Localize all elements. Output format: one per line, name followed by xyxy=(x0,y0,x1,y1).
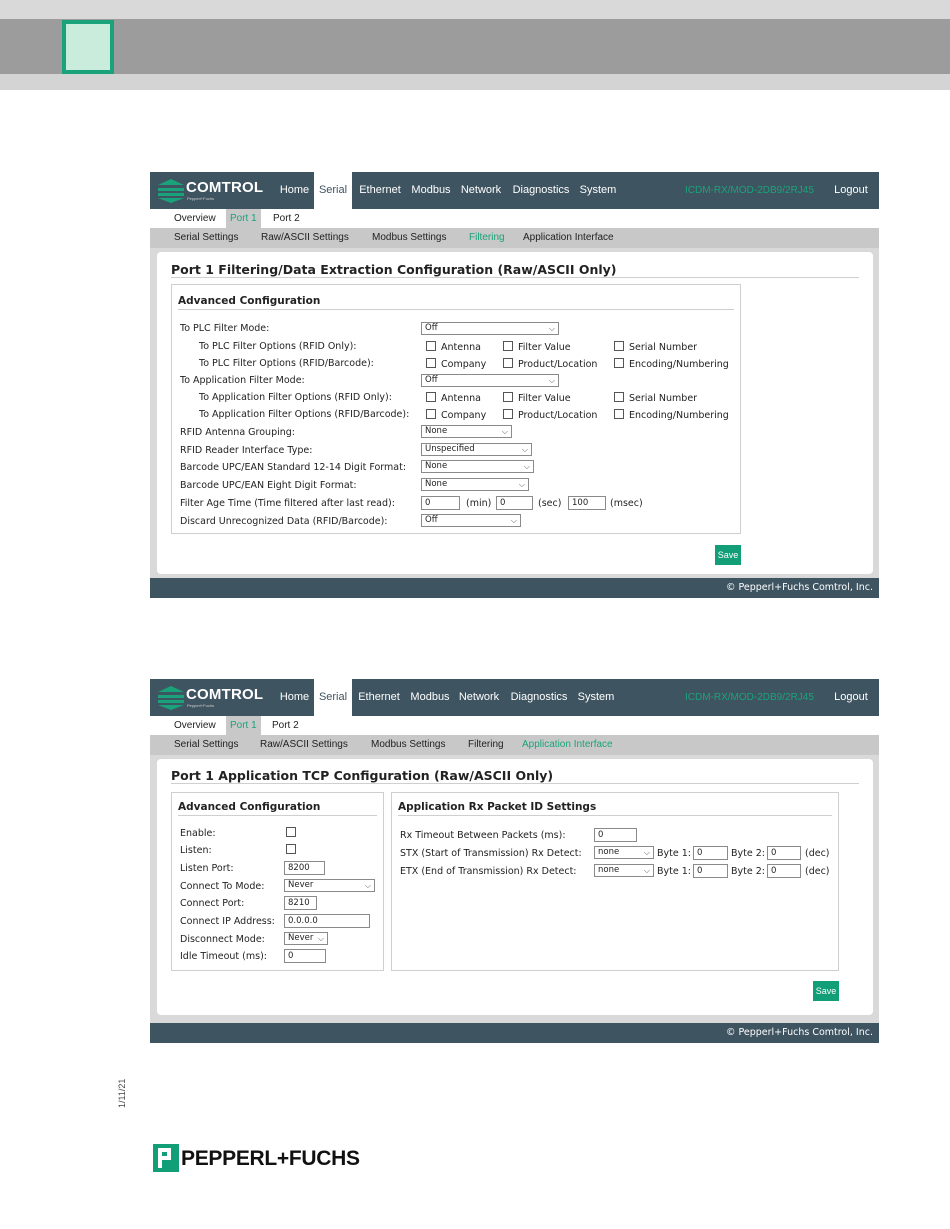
pepperl-fuchs-logo xyxy=(153,1144,383,1174)
etx-byte1-input[interactable]: 0 xyxy=(693,864,728,878)
upc-eight-select[interactable] xyxy=(421,478,529,491)
tab-serial-settings[interactable]: Serial Settings xyxy=(174,232,239,243)
tab-raw-ascii-settings[interactable]: Raw/ASCII Settings xyxy=(260,739,348,750)
chevron-down-icon: ⌵ xyxy=(518,480,525,489)
connect-to-mode-label: Connect To Mode: xyxy=(180,881,265,892)
listen-port-label: Listen Port: xyxy=(180,863,234,874)
app-antenna-checkbox[interactable] xyxy=(426,392,436,402)
app-options-rfid-bc-label: To Application Filter Options (RFID/Barcode): xyxy=(199,409,410,420)
discard-select[interactable] xyxy=(421,514,521,527)
chevron-down-icon: ⌵ xyxy=(548,324,555,333)
logo-subtext: Pepperl+Fuchs xyxy=(187,196,215,201)
reader-interface-select[interactable] xyxy=(421,443,532,456)
stx-byte2-label: Byte 2: xyxy=(731,848,765,859)
screenshot-application-interface xyxy=(150,679,879,1043)
comtrol-logo[interactable] xyxy=(158,685,268,711)
nav-diagnostics[interactable]: Diagnostics xyxy=(510,691,568,703)
disconnect-mode-label: Disconnect Mode: xyxy=(180,934,265,945)
app-filter-mode-label: To Application Filter Mode: xyxy=(180,375,305,386)
stx-label: STX (Start of Transmission) Rx Detect: xyxy=(400,848,582,859)
tab-filtering[interactable]: Filtering xyxy=(469,232,505,243)
idle-timeout-label: Idle Timeout (ms): xyxy=(180,951,267,962)
rx-packet-id-box xyxy=(391,792,839,971)
tab-application-interface[interactable]: Application Interface xyxy=(523,232,614,243)
app-product-location-checkbox[interactable] xyxy=(503,409,513,419)
chevron-down-icon: ⌵ xyxy=(364,881,371,890)
app-company-label: Company xyxy=(441,410,487,421)
app-serial-number-checkbox[interactable] xyxy=(614,392,624,402)
save-button[interactable]: Save xyxy=(715,545,741,565)
subnav-overview[interactable]: Overview xyxy=(174,213,216,224)
page-title: Port 1 Filtering/Data Extraction Configuration (Raw/ASCII Only) xyxy=(171,262,617,277)
plc-options-rfid-label: To PLC Filter Options (RFID Only): xyxy=(199,341,357,352)
app-company-checkbox[interactable] xyxy=(426,409,436,419)
enable-label: Enable: xyxy=(180,828,216,839)
reader-interface-value: Unspecified xyxy=(425,444,475,454)
idle-timeout-input[interactable]: 0 xyxy=(284,949,326,963)
top-nav xyxy=(150,679,879,716)
copyright: © Pepperl+Fuchs Comtrol, Inc. xyxy=(725,582,873,593)
upc-eight-value: None xyxy=(425,479,448,489)
logo-text: COMTROL xyxy=(186,686,264,703)
connect-port-label: Connect Port: xyxy=(180,898,245,909)
copyright: © Pepperl+Fuchs Comtrol, Inc. xyxy=(725,1027,873,1038)
rx-timeout-input[interactable]: 0 xyxy=(594,828,637,842)
pf-logo-text: PEPPERL+FUCHS xyxy=(181,1147,360,1170)
subnav-port2[interactable]: Port 2 xyxy=(272,720,299,731)
antenna-grouping-label: RFID Antenna Grouping: xyxy=(180,427,295,438)
nav-home[interactable]: Home xyxy=(279,184,310,196)
title-rule xyxy=(171,783,859,784)
side-date: 1/11/21 xyxy=(117,1078,127,1108)
chevron-down-icon: ⌵ xyxy=(643,866,650,875)
nav-network[interactable]: Network xyxy=(458,691,500,703)
connect-to-mode-select[interactable] xyxy=(284,879,375,892)
disconnect-mode-select[interactable] xyxy=(284,932,328,945)
nav-system[interactable]: System xyxy=(577,691,615,703)
nav-serial[interactable]: Serial xyxy=(314,679,352,716)
subnav-port1[interactable]: Port 1 xyxy=(226,209,261,228)
filter-age-sec-unit: (sec) xyxy=(538,498,562,509)
application-panel xyxy=(157,759,873,1015)
box-rule xyxy=(178,309,734,310)
filter-age-msec-unit: (msec) xyxy=(610,498,643,509)
app-filter-value-label: Filter Value xyxy=(518,393,571,404)
advanced-config-box xyxy=(171,792,384,971)
nav-diagnostics[interactable]: Diagnostics xyxy=(512,184,570,196)
save-button[interactable]: Save xyxy=(813,981,839,1001)
page-top-strip xyxy=(0,0,950,19)
plc-filter-mode-value: Off xyxy=(425,323,438,333)
tab-modbus-settings[interactable]: Modbus Settings xyxy=(372,232,447,243)
pf-logo-icon xyxy=(153,1144,179,1172)
comtrol-arrow-icon xyxy=(158,179,184,203)
nav-serial[interactable]: Serial xyxy=(314,172,352,209)
logo-subtext: Pepperl+Fuchs xyxy=(187,703,215,708)
logo-text: COMTROL xyxy=(186,179,264,196)
filter-age-msec-input[interactable]: 100 xyxy=(568,496,606,510)
upc-eight-label: Barcode UPC/EAN Eight Digit Format: xyxy=(180,480,357,491)
nav-network[interactable]: Network xyxy=(460,184,502,196)
plc-serial-number-checkbox[interactable] xyxy=(614,341,624,351)
antenna-grouping-value: None xyxy=(425,426,448,436)
app-filter-mode-select[interactable] xyxy=(421,374,559,387)
nav-logout[interactable]: Logout xyxy=(834,691,868,703)
etx-byte2-input[interactable]: 0 xyxy=(767,864,801,878)
etx-value: none xyxy=(598,865,620,875)
etx-byte2-label: Byte 2: xyxy=(731,866,765,877)
serial-subnav xyxy=(150,228,879,248)
stx-byte2-input[interactable]: 0 xyxy=(767,846,801,860)
nav-ethernet[interactable]: Ethernet xyxy=(358,691,400,703)
nav-modbus[interactable]: Modbus xyxy=(410,691,450,703)
etx-byte1-label: Byte 1: xyxy=(657,866,691,877)
filter-age-sec-input[interactable]: 0 xyxy=(496,496,533,510)
plc-antenna-label: Antenna xyxy=(441,342,481,353)
comtrol-logo[interactable] xyxy=(158,178,268,204)
tab-filtering[interactable]: Filtering xyxy=(468,739,504,750)
filter-age-label: Filter Age Time (Time filtered after last read): xyxy=(180,498,395,509)
listen-checkbox[interactable] xyxy=(286,844,296,854)
header-square-marker xyxy=(62,20,114,74)
subnav-port1[interactable]: Port 1 xyxy=(226,716,261,735)
rx-timeout-label: Rx Timeout Between Packets (ms): xyxy=(400,830,566,841)
plc-product-location-label: Product/Location xyxy=(518,359,598,370)
chevron-down-icon: ⌵ xyxy=(523,462,530,471)
plc-serial-number-label: Serial Number xyxy=(629,342,698,353)
page-header-band xyxy=(0,19,950,74)
chevron-down-icon: ⌵ xyxy=(521,445,528,454)
etx-select[interactable] xyxy=(594,864,654,877)
comtrol-arrow-icon xyxy=(158,686,184,710)
discard-label: Discard Unrecognized Data (RFID/Barcode): xyxy=(180,516,388,527)
chevron-down-icon: ⌵ xyxy=(548,376,555,385)
screenshot-filtering xyxy=(150,172,879,598)
nav-logout[interactable]: Logout xyxy=(834,184,868,196)
box-title: Application Rx Packet ID Settings xyxy=(398,801,597,813)
plc-product-location-checkbox[interactable] xyxy=(503,358,513,368)
stx-byte1-label: Byte 1: xyxy=(657,848,691,859)
subnav-port2[interactable]: Port 2 xyxy=(273,213,300,224)
stx-dec-label: (dec) xyxy=(805,848,830,859)
device-model: ICDM-RX/MOD-2DB9/2RJ45 xyxy=(685,185,814,196)
connect-to-mode-value: Never xyxy=(288,880,314,890)
app-antenna-label: Antenna xyxy=(441,393,481,404)
chevron-down-icon: ⌵ xyxy=(510,516,517,525)
upc-12-14-label: Barcode UPC/EAN Standard 12-14 Digit Format: xyxy=(180,462,407,473)
app-options-rfid-label: To Application Filter Options (RFID Only): xyxy=(199,392,392,403)
footer xyxy=(150,1023,879,1043)
plc-encoding-numbering-label: Encoding/Numbering xyxy=(629,359,729,370)
title-rule xyxy=(171,277,859,278)
serial-subnav xyxy=(150,735,879,755)
box-rule xyxy=(178,815,377,816)
page-header-bottom xyxy=(0,74,950,90)
connect-ip-label: Connect IP Address: xyxy=(180,916,275,927)
connect-port-input[interactable]: 8210 xyxy=(284,896,317,910)
listen-port-input[interactable]: 8200 xyxy=(284,861,325,875)
connect-ip-input[interactable]: 0.0.0.0 xyxy=(284,914,370,928)
box-rule xyxy=(398,815,832,816)
page-title: Port 1 Application TCP Configuration (Raw/ASCII Only) xyxy=(171,768,554,783)
disconnect-mode-value: Never xyxy=(288,933,314,943)
plc-company-checkbox[interactable] xyxy=(426,358,436,368)
stx-value: none xyxy=(598,847,620,857)
box-title: Advanced Configuration xyxy=(178,801,321,813)
app-encoding-numbering-label: Encoding/Numbering xyxy=(629,410,729,421)
footer xyxy=(150,578,879,598)
nav-ethernet[interactable]: Ethernet xyxy=(359,184,401,196)
etx-dec-label: (dec) xyxy=(805,866,830,877)
tab-serial-settings[interactable]: Serial Settings xyxy=(174,739,239,750)
app-encoding-numbering-checkbox[interactable] xyxy=(614,409,624,419)
filter-age-min-unit: (min) xyxy=(466,498,492,509)
stx-select[interactable] xyxy=(594,846,654,859)
chevron-down-icon: ⌵ xyxy=(643,848,650,857)
device-model: ICDM-RX/MOD-2DB9/2RJ45 xyxy=(685,692,814,703)
enable-checkbox[interactable] xyxy=(286,827,296,837)
top-nav xyxy=(150,172,879,209)
tab-modbus-settings[interactable]: Modbus Settings xyxy=(371,739,446,750)
chevron-down-icon: ⌵ xyxy=(501,427,508,436)
app-filter-value-checkbox[interactable] xyxy=(503,392,513,402)
upc-12-14-value: None xyxy=(425,461,448,471)
plc-company-label: Company xyxy=(441,359,487,370)
port-subnav xyxy=(150,209,879,228)
app-serial-number-label: Serial Number xyxy=(629,393,698,404)
nav-system[interactable]: System xyxy=(579,184,617,196)
reader-interface-label: RFID Reader Interface Type: xyxy=(180,445,313,456)
filter-age-min-input[interactable]: 0 xyxy=(421,496,460,510)
plc-filter-mode-select[interactable] xyxy=(421,322,559,335)
app-filter-mode-value: Off xyxy=(425,375,438,385)
tab-raw-ascii-settings[interactable]: Raw/ASCII Settings xyxy=(261,232,349,243)
plc-filter-mode-label: To PLC Filter Mode: xyxy=(180,323,270,334)
plc-filter-value-label: Filter Value xyxy=(518,342,571,353)
subnav-overview[interactable]: Overview xyxy=(174,720,216,731)
nav-modbus[interactable]: Modbus xyxy=(411,184,451,196)
filtering-panel xyxy=(157,252,873,574)
listen-label: Listen: xyxy=(180,845,212,856)
box-title: Advanced Configuration xyxy=(178,295,321,307)
port-subnav xyxy=(150,716,879,735)
stx-byte1-input[interactable]: 0 xyxy=(693,846,728,860)
tab-application-interface[interactable]: Application Interface xyxy=(522,739,613,750)
antenna-grouping-select[interactable] xyxy=(421,425,512,438)
upc-12-14-select[interactable] xyxy=(421,460,534,473)
discard-value: Off xyxy=(425,515,438,525)
etx-label: ETX (End of Transmission) Rx Detect: xyxy=(400,866,577,877)
plc-encoding-numbering-checkbox[interactable] xyxy=(614,358,624,368)
plc-filter-value-checkbox[interactable] xyxy=(503,341,513,351)
chevron-down-icon: ⌵ xyxy=(317,934,324,943)
plc-options-rfid-bc-label: To PLC Filter Options (RFID/Barcode): xyxy=(199,358,374,369)
advanced-config-box xyxy=(171,284,741,534)
plc-antenna-checkbox[interactable] xyxy=(426,341,436,351)
nav-home[interactable]: Home xyxy=(279,691,310,703)
app-product-location-label: Product/Location xyxy=(518,410,598,421)
